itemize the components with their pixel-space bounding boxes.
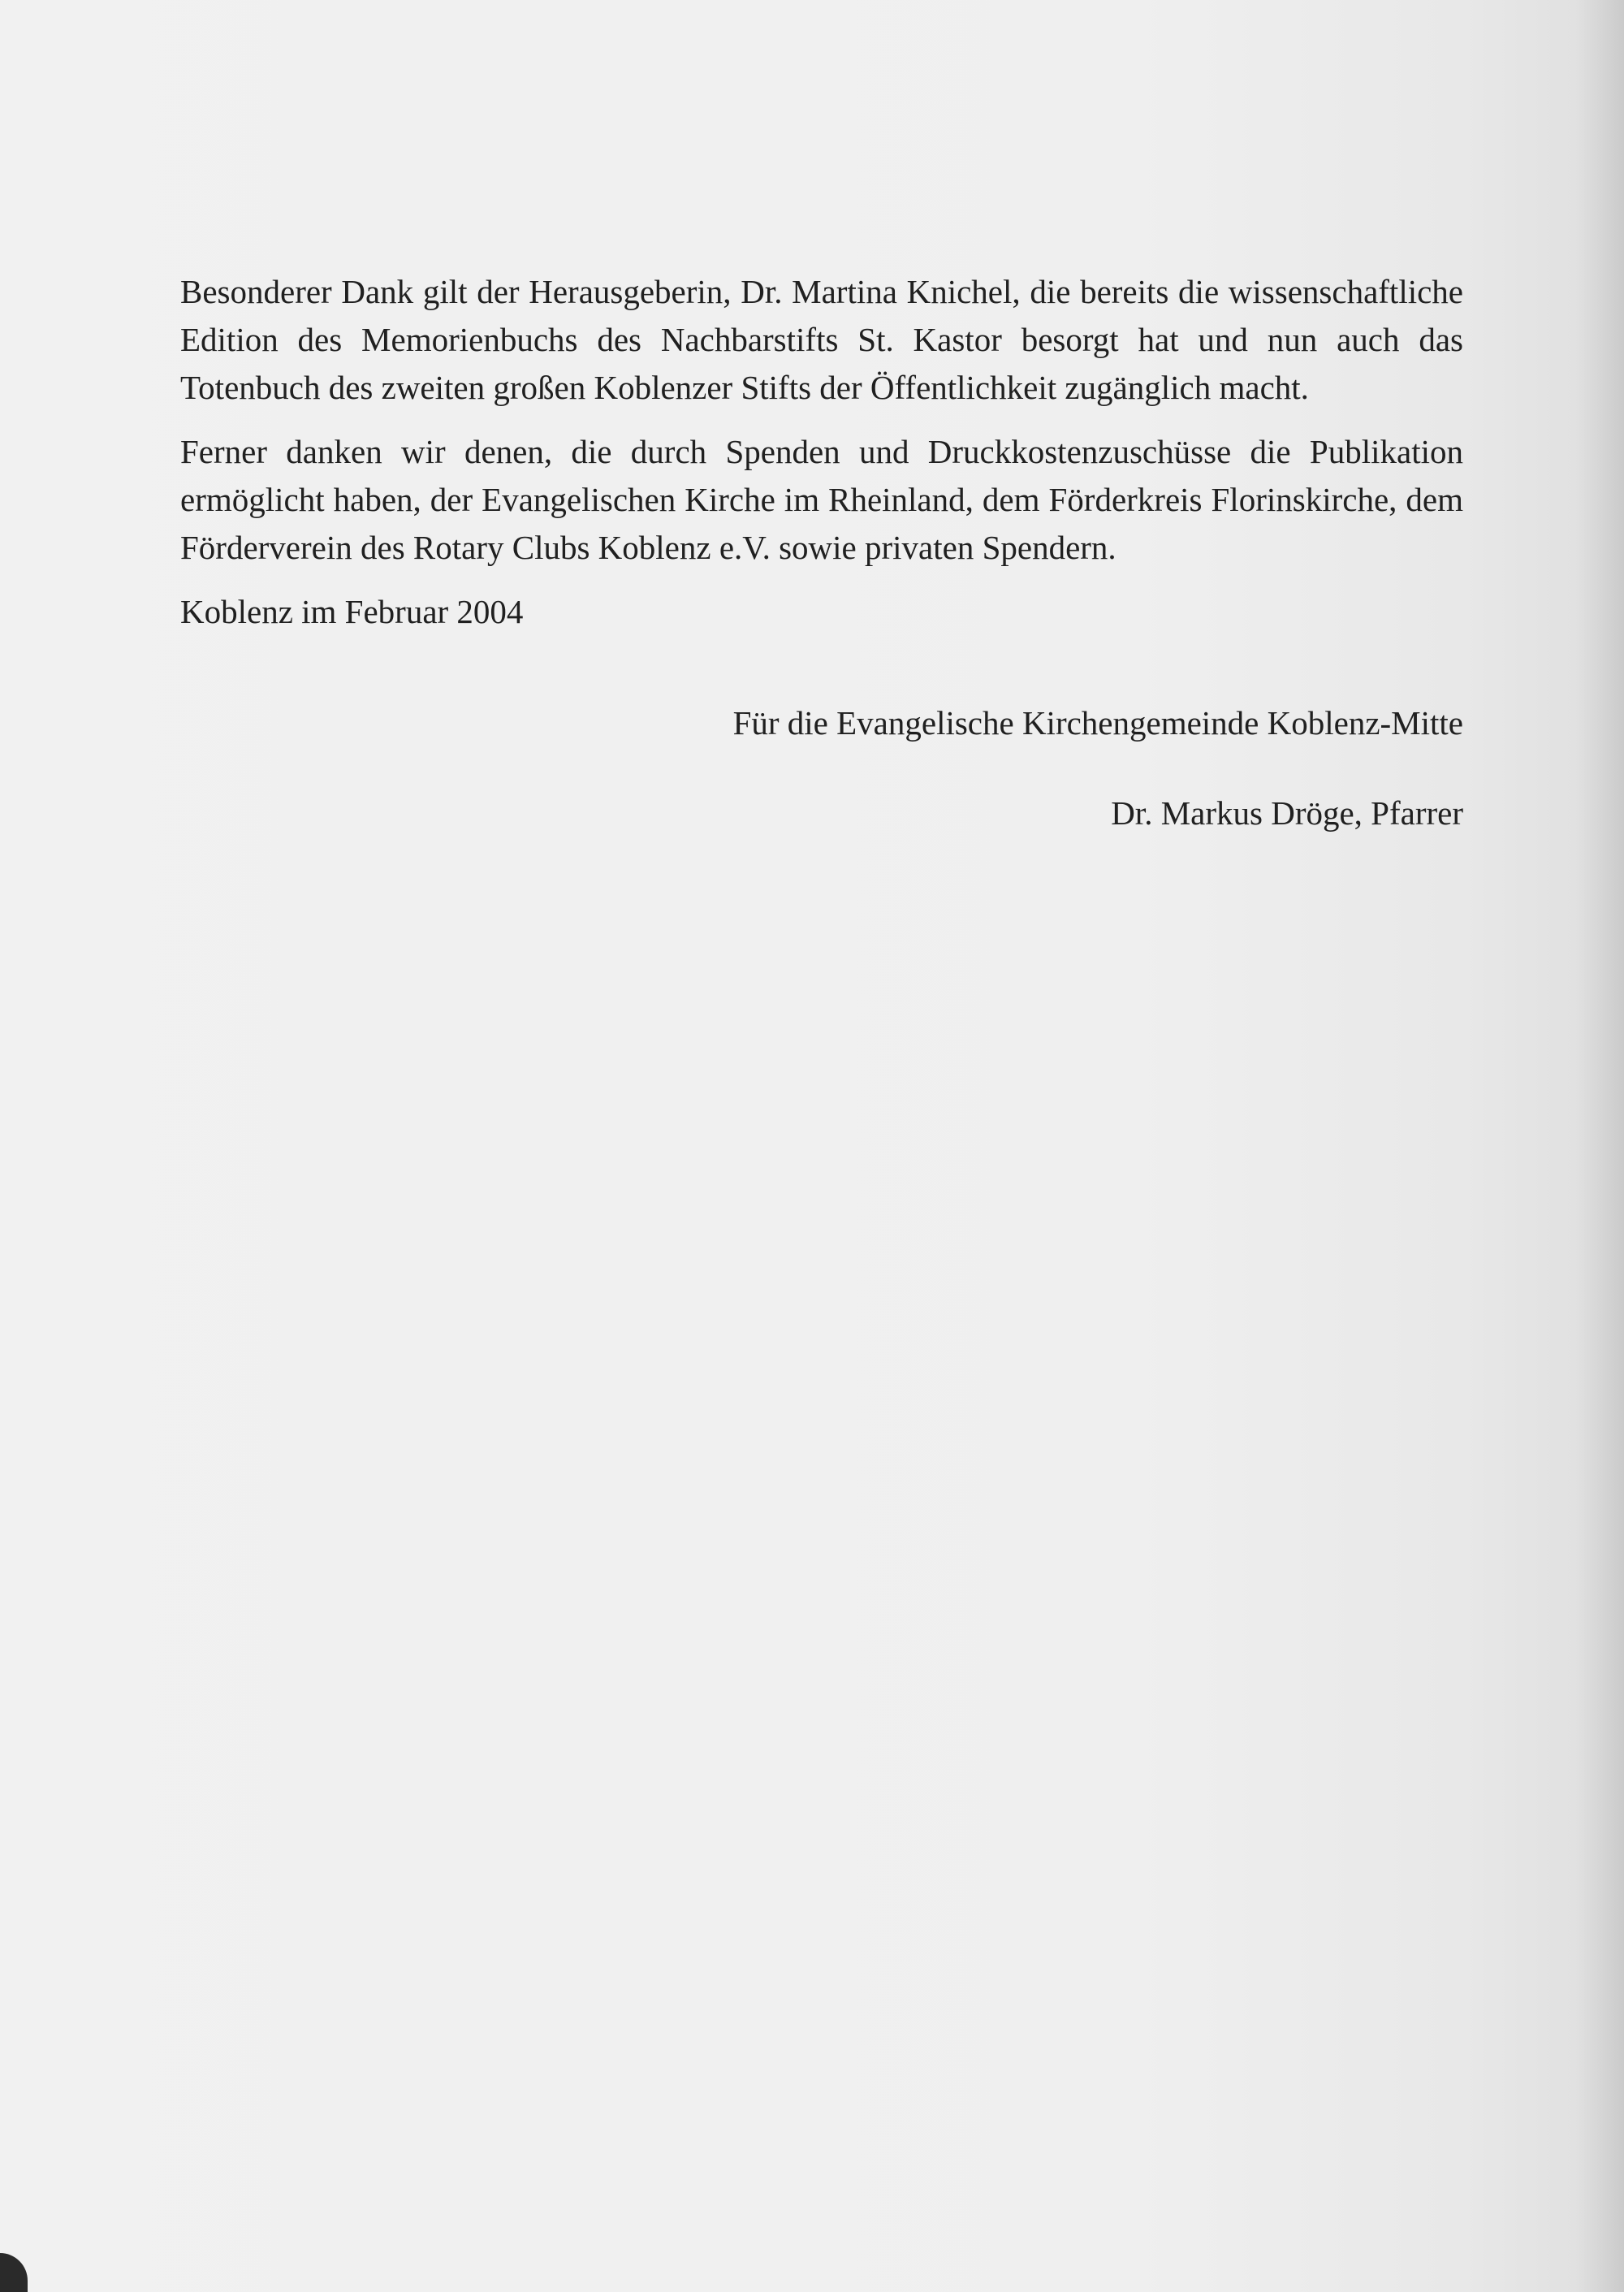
scan-corner-mark [0,2253,28,2292]
page-edge-shadow [1575,0,1624,2292]
foreword-text-block [180,268,1463,837]
date-line: Koblenz im Februar 2004 [180,593,524,630]
acknowledgement-paragraph: Besonderer Dank gilt der Herausgeberin, Dr. Martina Knichel, die bereits die wissenschaftliche Edition des Memorienbuchs des Nachbarstifts St. Kastor besorgt hat und nun auch das Totenbuch des zweiten großen Koblenzer Stifts der Öffentlichkeit zugänglich macht. [180,273,1463,406]
donors-paragraph: Ferner danken wir denen, die durch Spenden und Druckkostenzuschüsse die Publikation ermöglicht haben, der Evangelischen Kirche im Rheinland, dem Förderkreis Florinskirche, dem Förderverein des Rotary Clubs Koblenz e.V. sowie privaten Spendern. [180,433,1463,566]
signature-name: Dr. Markus Dröge, Pfarrer [1111,794,1463,832]
signature-organization: Für die Evangelische Kirchengemeinde Koblenz-Mitte [732,704,1463,742]
